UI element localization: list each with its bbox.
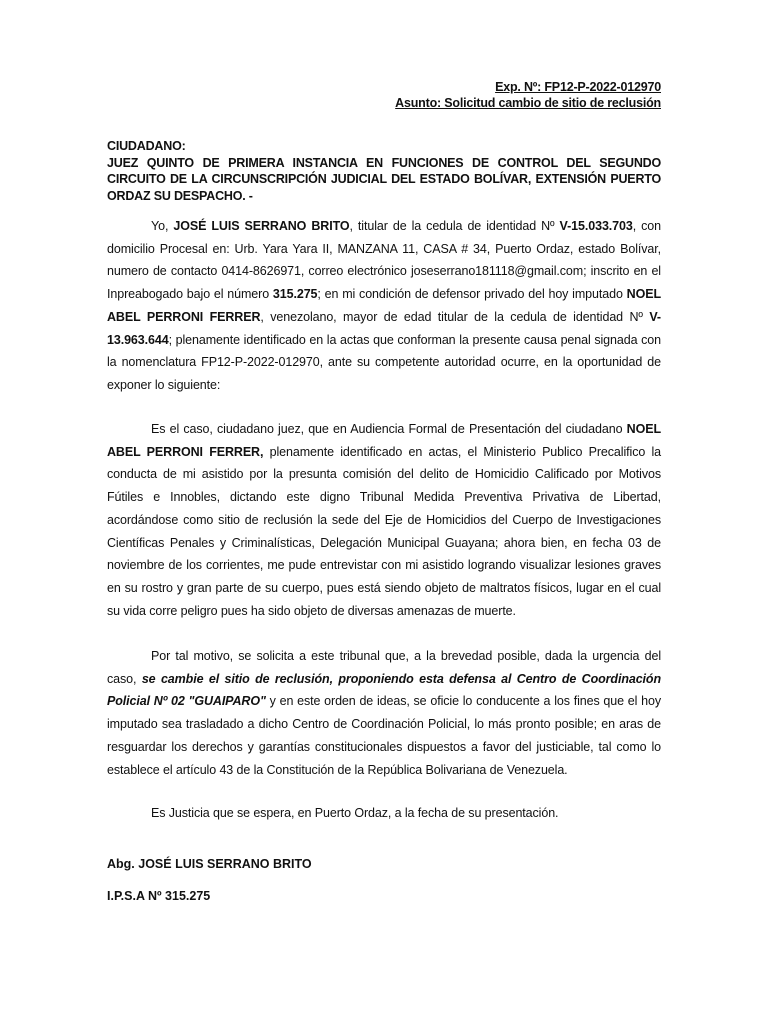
lawyer-name: JOSÉ LUIS SERRANO BRITO <box>173 219 350 233</box>
paragraph-introduction <box>107 215 661 397</box>
paragraph-facts <box>107 418 661 622</box>
text-span: , venezolano, mayor de edad titular de la cedula de identidad Nº <box>260 309 650 324</box>
text-span: ; plenamente identificado en la actas que conforman la presente causa penal signada con la nomenclatura FP12-P-2022-012970, ante su competente autoridad ocurre, en la oportunidad de exponer lo siguiente: <box>107 332 661 392</box>
text-span: plenamente identificado en actas, el Ministerio Publico Precalifico la conducta de mi asistido por la presunta comisión del delito de Homicidio Calificado por Motivos Fútiles e Innobles, dictando este digno Tribunal Medida Preventiva Privativa de Libertad, acordándose como sitio de reclusión la sede del Eje de Homicidios del Cuerpo de Investigaciones Científicas Penales y Criminalísticas, Delegación Municipal Guayana; ahora bien, en fecha 03 de noviembre de los corrientes, me pude entrevistar con mi asistido logrando visualizar lesiones graves en su rostro y gran parte de su cuerpo, pues está siendo objeto de maltratos físicos, lugar en el cual su vida corre peligro pues ha sido objeto de diversas amenazas de muerte. <box>107 444 661 618</box>
text-span: Es el caso, ciudadano juez, que en Audiencia Formal de Presentación del ciudadano <box>151 422 627 436</box>
defendant-id: V-13.963.644 <box>107 309 661 347</box>
text-span: , con domicilio Procesal en: Urb. Yara Yara II, MANZANA 11, CASA # 34, Puerto Ordaz, estado Bolívar, numero de contacto 0414-8626971, correo electrónico joseserrano181118@gmail.com; inscrito en el Inpreabogado bajo el número <box>107 219 661 302</box>
addressee-salutation: CIUDADANO: <box>107 139 186 153</box>
text-span: y en este orden de ideas, se oficie lo conducente a los fines que el hoy imputado sea trasladado a dicho Centro de Coordinación Policial, lo más pronto posible; en aras de resguardar los derechos y garantías constitucionales dispuestos a favor del justiciable, tal como lo establece el artículo 43 de la Constitución de la República Bolivariana de Venezuela. <box>107 694 661 777</box>
defendant-name: NOEL ABEL PERRONI FERRER, <box>107 422 661 459</box>
request-statement: se cambie el sitio de reclusión, proponiendo esta defensa al Centro de Coordinación Policial Nº 02 "GUAIPARO" <box>107 671 662 709</box>
lawyer-id: V-15.033.703 <box>559 219 633 233</box>
paragraph-closing <box>107 802 661 825</box>
text-span: , titular de la cedula de identidad Nº <box>349 219 560 233</box>
addressee-block <box>107 138 661 204</box>
signature-ipsa: I.P.S.A Nº 315.275 <box>107 889 211 903</box>
text-span: Es Justicia que se espera, en Puerto Ordaz, a la fecha de su presentación. <box>151 806 559 820</box>
text-span: ; en mi condición de defensor privado del hoy imputado <box>317 287 627 302</box>
defendant-name: NOEL ABEL PERRONI FERRER <box>107 287 661 324</box>
inpre-number: 315.275 <box>272 287 318 302</box>
signature-name: Abg. JOSÉ LUIS SERRANO BRITO <box>107 857 312 871</box>
case-subject: Asunto: Solicitud cambio de sitio de reclusión <box>395 96 661 110</box>
addressee-court: JUEZ QUINTO DE PRIMERA INSTANCIA EN FUNCIONES DE CONTROL DEL SEGUNDO CIRCUITO DE LA CIRCUNSCRIPCIÓN JUDICIAL DEL ESTADO BOLÍVAR, EXTENSIÓN PUERTO ORDAZ SU DESPACHO. - <box>107 155 661 203</box>
text-span: Yo, <box>151 219 174 233</box>
case-number: Exp. Nº: FP12-P-2022-012970 <box>495 80 661 94</box>
case-header <box>395 79 661 111</box>
text-span: Por tal motivo, se solicita a este tribunal que, a la brevedad posible, dada la urgencia del caso, <box>107 649 661 686</box>
paragraph-request <box>107 645 661 781</box>
